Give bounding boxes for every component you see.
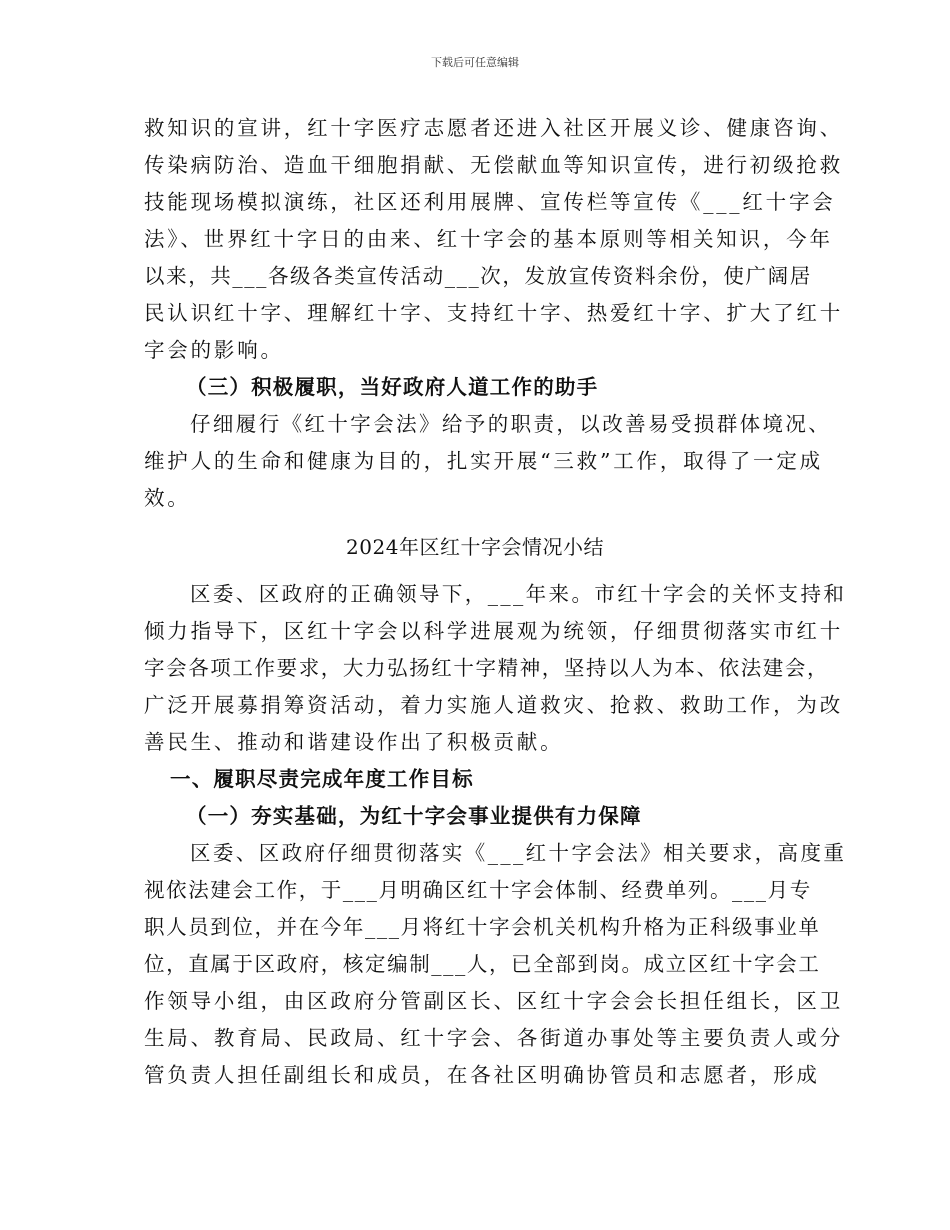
text-line: 救知识的宣讲，红十字医疗志愿者还进入社区开展义诊、健康咨询、 xyxy=(144,116,843,140)
text-line: 仔细履行《红十字会法》给予的职责，以改善易受损群体境况、 xyxy=(190,412,832,436)
text-line: 广泛开展募捐筹资活动，着力实施人道救灾、抢救、救助工作，为改 xyxy=(144,693,843,717)
section-heading: （三）积极履职，当好政府人道工作的助手 xyxy=(186,375,599,399)
text-line: 以来，共___各级各类宣传活动___次，发放宣传资料余份，使广阔居 xyxy=(144,264,812,288)
text-line: 生局、教育局、民政局、红十字会、各街道办事处等主要负责人或分 xyxy=(144,1026,843,1050)
text-line: 作领导小组，由区政府分管副区长、区红十字会会长担任组长，区卫 xyxy=(144,989,843,1013)
text-line: 管负责人担任副组长和成员，在各社区明确协管员和志愿者，形成 xyxy=(144,1063,820,1087)
document-title: 2024年区红十字会情况小结 xyxy=(346,535,604,559)
text-line: 维护人的生命和健康为目的，扎实开展“三救”工作，取得了一定成 xyxy=(144,449,823,473)
text-line: 字会各项工作要求，大力弘扬红十字精神，坚持以人为本、依法建会， xyxy=(144,656,830,680)
page-header: 下载后可任意编辑 xyxy=(431,56,519,69)
text-line: 位，直属于区政府，核定编制___人，已全部到岗。成立区红十字会工 xyxy=(144,952,821,976)
subsection-heading: （一）夯实基础，为红十字会事业提供有力保障 xyxy=(186,804,642,828)
text-line: 区委、区政府的正确领导下，___年来。市红十字会的关怀支持和 xyxy=(190,582,847,606)
text-line: 传染病防治、造血干细胞捐献、无偿献血等知识宣传，进行初级抢救 xyxy=(144,153,843,177)
text-line: 区委、区政府仔细贯彻落实《___红十字会法》相关要求，高度重 xyxy=(190,841,847,865)
text-line: 视依法建会工作，于___月明确区红十字会体制、经费单列。___月专 xyxy=(144,878,812,902)
text-line: 民认识红十字、理解红十字、支持红十字、热爱红十字、扩大了红十 xyxy=(144,301,843,325)
text-line: 效。 xyxy=(144,486,191,510)
text-line: 善民生、推动和谐建设作出了积极贡献。 xyxy=(144,730,564,754)
text-line: 职人员到位，并在今年___月将红十字会机关机构升格为正科级事业单 xyxy=(144,915,821,939)
text-line: 倾力指导下，区红十字会以科学进展观为统领，仔细贯彻落实市红十 xyxy=(144,619,843,643)
text-line: 法》、世界红十字日的由来、红十字会的基本原则等相关知识，今年 xyxy=(144,227,833,251)
text-line: 字会的影响。 xyxy=(144,338,284,362)
section-heading: 一、履职尽责完成年度工作目标 xyxy=(170,767,474,791)
text-line: 技能现场模拟演练，社区还利用展牌、宣传栏等宣传《___红十字会 xyxy=(144,190,836,214)
